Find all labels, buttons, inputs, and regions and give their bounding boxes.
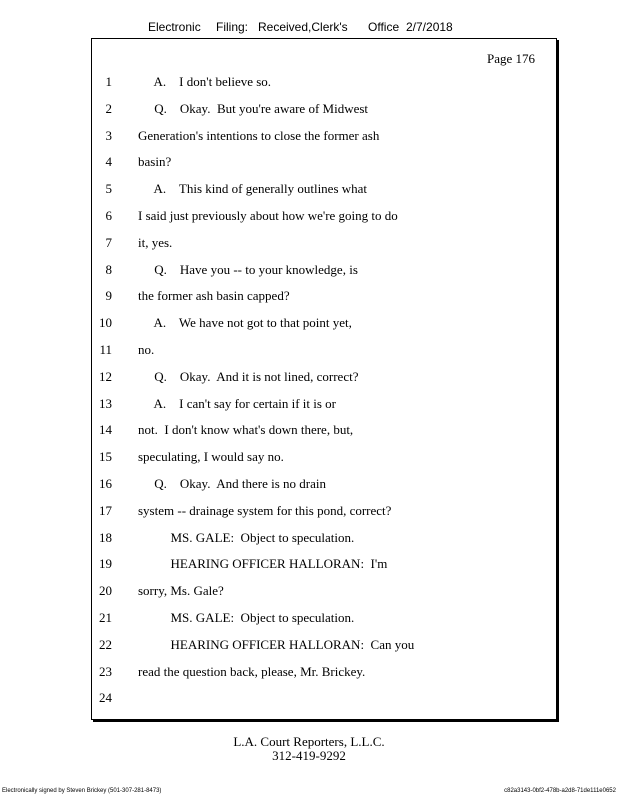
- line-number: 11: [99, 342, 112, 357]
- line-number: 7: [105, 234, 112, 250]
- line-number: 6: [105, 208, 112, 223]
- line-text: A. We have not got to that point yet,: [138, 315, 352, 331]
- line-text: the former ash basin capped?: [138, 288, 290, 304]
- line-number: 3: [105, 127, 112, 143]
- header-office: Office: [368, 20, 400, 34]
- line-text: Q. Have you -- to your knowledge, is: [138, 261, 358, 277]
- line-text: it, yes.: [138, 234, 173, 250]
- page-number: Page 176: [487, 51, 536, 66]
- line-text: Q. Okay. And there is no drain: [138, 476, 326, 491]
- line-number: 24: [99, 690, 112, 706]
- line-number: 12: [99, 368, 112, 384]
- line-number: 5: [105, 181, 112, 197]
- line-text: read the question back, please, Mr. Brickey.: [138, 663, 366, 679]
- header-electronic: Electronic: [148, 20, 201, 34]
- line-text: HEARING OFFICER HALLORAN: I'm: [138, 556, 388, 572]
- header-date: 2/7/2018: [406, 20, 453, 34]
- line-number: 22: [99, 636, 112, 652]
- line-number: 9: [105, 288, 112, 304]
- line-number: 18: [99, 529, 112, 545]
- line-number: 4: [105, 154, 112, 170]
- footer-company: L.A. Court Reporters, L.L.C.: [233, 734, 385, 749]
- signature-right: c82a3143-0bf2-478b-a2d8-71de111e0652: [504, 788, 616, 794]
- line-text: HEARING OFFICER HALLORAN: Can you: [138, 636, 415, 652]
- line-text: A. I don't believe so.: [138, 74, 272, 89]
- line-number: 23: [99, 663, 112, 679]
- line-text: system -- drainage system for this pond, correct?: [138, 502, 392, 518]
- line-text: MS. GALE: Object to speculation.: [138, 610, 355, 625]
- signature-left: Electronically signed by Steven Brickey (501-307-281-8473): [2, 788, 162, 794]
- line-text: not. I don't know what's down there, but,: [138, 422, 354, 438]
- line-number: 1: [105, 74, 112, 89]
- line-text: A. I can't say for certain if it is or: [138, 395, 337, 411]
- line-number: 14: [99, 422, 112, 438]
- line-number: 21: [99, 610, 112, 625]
- line-text: speculating, I would say no.: [138, 449, 284, 465]
- line-number: 15: [99, 449, 112, 465]
- footer-phone: 312-419-9292: [272, 748, 346, 763]
- line-text: sorry, Ms. Gale?: [138, 583, 224, 599]
- line-number: 20: [99, 583, 112, 599]
- header-filing: Filing:: [216, 20, 249, 34]
- line-text: I said just previously about how we're going to do: [138, 208, 398, 223]
- line-text: A. This kind of generally outlines what: [138, 181, 368, 197]
- line-text: Generation's intentions to close the former ash: [138, 127, 380, 143]
- line-text: Q. Okay. And it is not lined, correct?: [138, 368, 359, 384]
- line-text: basin?: [138, 154, 172, 170]
- line-text: Q. Okay. But you're aware of Midwest: [138, 100, 369, 116]
- line-text: MS. GALE: Object to speculation.: [138, 529, 355, 545]
- line-text: no.: [138, 342, 155, 357]
- line-number: 13: [99, 395, 112, 411]
- line-number: 17: [99, 502, 112, 518]
- line-number: 2: [105, 100, 112, 116]
- line-number: 8: [105, 261, 112, 277]
- line-number: 16: [99, 476, 112, 491]
- line-number: 19: [99, 556, 112, 572]
- line-number: 10: [99, 315, 112, 331]
- header-received: Received,Clerk's: [258, 20, 348, 34]
